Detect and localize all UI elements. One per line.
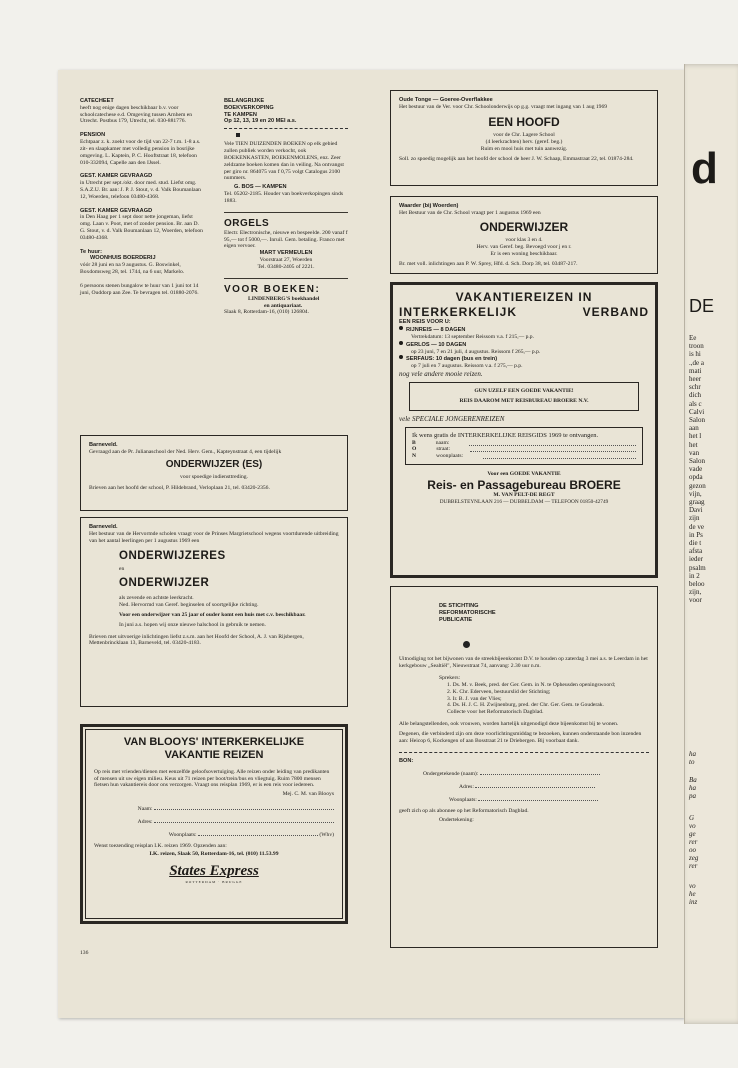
ad-body: Echtpaar z. k. zoekt voor de tijd van 22-7 t.m. 1-8 a.s. zit- en slaapkamer met volledig pension in bosrijke omgeving. L. Kaptein, P. C. Hooftstraat 18, telefoon 010-332094, Capelle aan den IJssel. (80, 139, 201, 166)
ad-boekverkoping (224, 98, 348, 205)
ad-address: Voorstraat 27, Woerden (259, 257, 313, 263)
cut-off-text-fragment: is hi (689, 350, 701, 359)
divider (224, 278, 348, 279)
ad-title: VAN BLOOYS' INTERKERKELIJKE (123, 736, 305, 748)
ad-line: Er is een woning beschikbaar. (490, 250, 558, 257)
page-number: 136 (80, 950, 89, 956)
ad-paragraph: Alle belangstellenden, ook vrouwen, worden hartelijk uitgenodigd deze bijeenkomst bij te wonen. (399, 720, 619, 727)
ad-title: TE KAMPEN (224, 111, 257, 118)
cut-off-text-fragment: DE (689, 296, 715, 316)
cut-off-text-fragment: to (689, 758, 695, 766)
form-label-straat: straat: (436, 446, 451, 453)
ad-barneveld-margrietschool (80, 517, 348, 707)
ad-invite: Uitnodiging tot het bijwonen van de streekbijeenkomst D.V. te houden op zaterdag 3 mei a.s. te Leerdam in het kerkgebouw „Sealtiël", Nieuwstraat 74, aanvang: 2.30 uur n.m. (399, 656, 648, 670)
ad-title: VAKANTIEREIZEN IN (455, 290, 593, 304)
ad-speakers-label: Sprekers: (439, 675, 461, 682)
cut-off-text-fragment: afsta (689, 547, 703, 556)
ad-subtitle: WOONHUIS BOERDERIJ (90, 255, 156, 262)
cut-off-text-fragment: ha (689, 750, 696, 758)
ad-body: in Utrecht per sept./okt. door med. stud. Liefst omg. S.A.Z.U. Br. aan: J. P. J. Stout, v. d. Valk Boumanlaan 12, Woerden, telefoon 03480-4368. (80, 180, 201, 200)
form-label-woonplaats: woonplaats: (436, 453, 464, 460)
newspaper-page (58, 70, 684, 1018)
cut-off-text-fragment: Salon (689, 457, 705, 465)
cut-off-text-fragment: he (689, 890, 696, 898)
cut-off-text-fragment: de ve (689, 522, 704, 531)
list-item: 3. Ir. B. J. van der Vlies; (447, 695, 502, 702)
ad-title: REFORMATORISCHE (439, 609, 496, 616)
form-field-woonplaats[interactable] (198, 830, 318, 836)
ad-title: VAKANTIE REIZEN (164, 749, 264, 762)
trip-item: RIJNREIS — 8 DAGEN Vertrekdatum: 13 september Reissom v.a. f 215,— p.p. (399, 326, 649, 341)
next-page-edge (684, 64, 738, 1024)
ad-tel: Tel. 03480-2405 of 2221. (257, 263, 315, 270)
cut-off-text-fragment: rer (689, 838, 698, 846)
stichting-logo-icon (463, 641, 470, 648)
ad-title: GEST. KAMER GEVRAAGD (80, 207, 153, 214)
cut-off-text-fragment: Ba (689, 776, 697, 784)
ad-head: Barneveld. (89, 442, 118, 448)
form-field-naam[interactable] (469, 440, 636, 446)
cut-off-text-fragment: pa (689, 792, 696, 800)
ad-detail: Voor een onderwijzer van 25 jaar of ouder komt een huis met c.v. beschikbaar. (119, 611, 306, 618)
ad-title: GEST. KAMER GEVRAAGD (80, 173, 153, 180)
cut-off-text-fragment: van (689, 448, 700, 457)
cut-off-text-fragment: schr (689, 383, 701, 392)
ad-line: LINDENBERG'S boekhandel (248, 295, 320, 302)
cut-off-text-fragment: .,de a (689, 358, 704, 367)
cut-off-text-fragment: beloo (689, 580, 705, 588)
cut-off-text-fragment: voor (689, 596, 702, 605)
ad-body: in Den Haag per 1 sept door nette jongeman, liefst omg. Laan v. Poot, met of zonder pension. Br. aan D. G. Stout, v. d. Valk Boumanlaan 12, Woerden, telefoon 03480-4368. (80, 214, 203, 241)
form-field-naam[interactable] (154, 804, 334, 810)
form-intro: Ik wens gratis de INTERKERKELIJKE REISGIDS 1969 te ontvangen. (412, 431, 599, 439)
ad-title: BELANGRIJKE (224, 98, 265, 104)
ad-title: Te huur: (80, 248, 102, 255)
ad-special: vele SPECIALE JONGERENREIZEN (399, 415, 505, 424)
ad-intro: Het bestuur van de Hervormde scholen vraagt voor de Prinses Margrietschool wegens voortdurende uitbreiding van het aantal leerlingen per 1 augustus 1969 een (89, 530, 339, 544)
ad-sub: EEN REIS VOOR U: (399, 319, 451, 326)
divider (224, 212, 348, 213)
ad-name: MART VERMEULEN (259, 250, 313, 257)
ad-slogan: REIS DAAROM MET REISBUREAU BROERE N.V. (459, 398, 589, 405)
ad-line: voor de Chr. Lagere School (493, 132, 555, 139)
ad-voor-boeken (224, 284, 348, 317)
cut-off-text-fragment: in Ps (689, 530, 703, 539)
form-label-adres: Adres: (137, 818, 153, 825)
ad-title: VOOR BOEKEN: (224, 283, 321, 295)
ad-en: en (119, 566, 125, 573)
ad-gun-box (409, 382, 639, 411)
cut-off-text-fragment: ieder (689, 555, 703, 564)
ad-title: BOEKVERKOPING (224, 104, 274, 111)
states-express-logo: States Express (169, 863, 259, 880)
cut-off-text-fragment: in 2 (689, 571, 700, 580)
cut-off-text-fragment: graag (689, 498, 705, 506)
cut-off-text-fragment: opda (689, 473, 703, 482)
cut-off-text-fragment: inz (689, 898, 698, 906)
ad-body: heeft nog enige dagen beschikbaar b.v. voor schoolcatechese e.d. Omgeving tussen Arnhem en Utrecht. Postbus 179, Utrecht, tel. 030-881776. (80, 104, 192, 125)
ad-foot: Soll. zo spoedig mogelijk aan het hoofd der school de heer J. W. Schaap, Emmastraat 22, tel. 01874-284. (399, 155, 634, 162)
cut-off-text-fragment: mati (689, 366, 702, 375)
ad-waarder (390, 196, 658, 274)
bullet-icon (399, 326, 403, 330)
ad-abon: geeft zich op als abonnee op het Reformatorisch Dagblad. (399, 807, 529, 814)
list-item: 1. Ds. M. v. Beek, pred. der Ger. Gem. in N. te Opheusden openingswoord; (447, 681, 616, 688)
ad-address: I.K. reizen, Slaak 50, Rotterdam-16, tel. (010) 11.53.99 (149, 851, 279, 858)
ad-detail: Ned. Hervormd van Geref. beginselen of soortgelijke richting. (119, 602, 259, 609)
list-item: Collecte voor het Reformatorisch Dagblad. (447, 709, 544, 716)
cut-off-text-fragment: vo (689, 882, 696, 890)
ad-foot: Br. met voll. inlichtingen aan P. W. Sprey, Hfd. d. Sch. Dorp 38, tel. 03487-217. (399, 260, 578, 267)
form-label-naam: Naam: (137, 806, 153, 813)
ad-title: VERBAND (582, 304, 649, 319)
ad-head: Oude Tonge — Goeree-Overflakkee (399, 97, 493, 103)
cut-off-text-fragment: die t (689, 539, 702, 547)
bon-label: BON: (399, 758, 414, 765)
ad-oude-tonge (390, 90, 658, 186)
form-field-straat[interactable] (470, 446, 636, 452)
trip-item: GERLOS — 10 DAGEN op 23 juni, 7 en 21 juli, 4 augustus. Reissom f 265,— p.p. (399, 341, 649, 356)
cut-off-text-fragment: Calvi (689, 407, 705, 416)
cut-off-text-fragment: Davi (689, 506, 703, 515)
form-letter: N (412, 453, 417, 460)
form-label-naam: naam: (435, 439, 450, 446)
ad-head: Barneveld. (89, 524, 118, 530)
form-whv: (Whv) (319, 831, 334, 838)
form-label-woonplaats: Woonplaats: (168, 831, 197, 838)
ad-head: Waarder (bij Woerden) (399, 203, 459, 209)
list-item: 2. K. Chr. Ederveen, bestuurslid der Stichting; (447, 688, 551, 695)
column-mid (224, 98, 348, 323)
cut-off-text-fragment: het (689, 440, 698, 449)
form-label-adres: Adres: (459, 784, 474, 790)
ad-big-title: ONDERWIJZER (119, 577, 210, 590)
cut-off-text-fragment: gezon (689, 481, 706, 490)
ad-title: DE STICHTING (439, 603, 479, 609)
ad-body: Vele TIEN DUIZENDEN BOEKEN op elk gebied zullen publiek worden verkocht, ook BOEKENKASTEN, BOEKENMOLENS, enz. Zeer zeldzame boeken komen dan in veiling. Na ontvangst per giro nr. 864075 van f 0,75 volgt Catalogus 2100 nummers. (224, 141, 344, 182)
cut-off-text-fragment: Salon (689, 416, 705, 424)
ad-van-blooys (80, 724, 348, 924)
cut-off-text-fragment: zeg (689, 854, 699, 862)
bullet-icon (399, 355, 403, 359)
ad-barneveld-onderwijzer-es (80, 435, 348, 511)
bullet-icon (399, 341, 403, 345)
ad-title: INTERKERKELIJK (399, 304, 518, 319)
ad-gest-kamer-utrecht (80, 173, 204, 200)
form-label-woonplaats: Woonplaats: (449, 796, 477, 803)
form-label-naam: Ondergetekende (naam): (423, 771, 479, 778)
ad-detail: In juni a.s. hopen wij onze nieuwe halschool in gebruik te nemen. (119, 621, 266, 628)
ad-line: Herv. van Geref. beg. Bevoegd voor j en r. (476, 244, 572, 251)
ad-pension (80, 132, 204, 166)
ad-body: Electr. Electronische, nieuwe en bespeelde. 200 vanaf f 95,— tot f 5000,—. Inruil. Gem. betaling. Franco met eigen vervoer. (224, 229, 348, 250)
form-field-adres[interactable] (475, 782, 595, 788)
cut-off-text-fragment: ge (689, 830, 696, 838)
form-letter: B (412, 439, 416, 446)
ad-intro: Het Bestuur van de Chr. School vraagt per 1 augustus 1969 een (399, 209, 541, 216)
form-field-naam[interactable] (480, 769, 600, 775)
ad-line: (4 leerkrachten) herv. (geref. beg.) (485, 139, 563, 146)
ad-bungalow (80, 283, 204, 297)
cut-off-text-fragment: aan (689, 424, 699, 433)
ad-intro: Gevraagd aan de Pr. Julianaschool der Ned. Herv. Gem., Kapteynstraat 4, een tijdelijk (89, 448, 282, 455)
cut-off-text-fragment: d (691, 144, 718, 193)
square-ornament-icon (236, 133, 240, 137)
ad-title: PUBLICATIE (439, 616, 473, 623)
ad-sub: voor spoedige indiensttreding. (180, 473, 248, 480)
form-field-adres[interactable] (154, 817, 334, 823)
form-label-ondertekening: Ondertekening: (439, 817, 474, 824)
ad-line: Ruim en mooi huis met tuin aanwezig. (480, 145, 568, 152)
ad-title: ORGELS (224, 217, 270, 229)
ad-intro: Het bestuur van de Ver. voor Chr. Schoolonderwijs op g.g. vraagt met ingang van 1 aug 1969 (399, 103, 608, 110)
cut-off-text-fragment: rer (689, 862, 698, 870)
cut-off-text-fragment: ha (689, 784, 696, 792)
form-field-woonplaats[interactable] (483, 453, 636, 459)
ad-title: CATECHEET (80, 98, 114, 104)
ad-orgels (224, 218, 348, 271)
ad-line: voor klas 3 en 4. (505, 237, 543, 244)
ad-tel: Tel. 05202-2185. Houder van boekverkopingen sinds 1883. (224, 190, 344, 204)
ad-big-title: ONDERWIJZER (ES) (165, 458, 263, 470)
ad-andere: nog vele andere mooie reizen. (399, 369, 483, 378)
ad-big-title: ONDERWIJZER (479, 219, 569, 234)
column-left (80, 98, 204, 304)
list-item: 4. Ds. H. J. C. H. Zwijnenburg, pred. der Chr. Ger. Gem. te Gouderak. (447, 702, 604, 709)
cut-off-text-fragment: Ee (689, 334, 697, 342)
ad-te-huur (80, 249, 204, 276)
cut-off-text-fragment: vijn, (689, 489, 702, 498)
ad-line: en antiquariaat. (264, 302, 303, 309)
ad-dates: Op 12, 13, 19 en 20 MEI a.s. (224, 118, 297, 125)
logo-sub: ROTTERDAM · BRUGGE (185, 880, 243, 885)
ad-firm: G. BOS — KAMPEN (234, 184, 287, 191)
ad-foot: Brieven met uitvoerige inlichtingen liefst z.s.m. aan het Hoofd der School, A. J. van Rijsbergen, Mettenbrincklaan 13, Barneveld, tel. 03420-4183. (89, 633, 304, 647)
ad-stichting (390, 586, 658, 948)
cut-off-text-fragment: dich (689, 391, 702, 400)
cut-off-text-fragment: G (689, 814, 695, 822)
ad-body: Op reis met vrienden/dienen met eenzelfde geloofsovertuiging. Alle reizen onder leiding van predikanten of mensen uit uw eigen milieu. Keus uit 71 reizen per boot/trein/bus en vliegtuig. Ruim 7800 mensen fietsen hun vakantiereis door ons verzorgen. Vraagt ons reisplan 1969, er is een reis voor iedereen. (94, 768, 330, 789)
ad-gest-kamer-den-haag (80, 208, 204, 242)
ad-slogan: GUN UZELF EEN GOEDE VAKANTIE! (474, 388, 574, 395)
form-field-woonplaats[interactable] (478, 795, 598, 801)
ad-sign: Mej. C. M. van Blooys (282, 791, 334, 798)
cut-off-text-fragment: vade (689, 465, 703, 474)
ad-body: 6 persoons stenen bungalow te huur van 1 juni tot 14 juni, Ouddorp aan Zee. Te bevragen tel. 01880-2076. (80, 282, 199, 296)
order-form (405, 427, 643, 465)
ad-voor: Voor een GOEDE VAKANTIE (487, 470, 561, 477)
speaker-list (399, 682, 649, 716)
trip-item: SERFAUS: 10 dagen (bus en trein) op 7 juli en 7 augustus. Reissom v.a. f 275,— p.p. (399, 355, 649, 370)
trip-list (399, 326, 649, 370)
ad-title: PENSION (80, 132, 106, 139)
ad-address: Slaak 8, Rotterdam-16, (010) 126804. (224, 309, 309, 316)
ad-address: DUBBELSTEYNLAAN 216 — DUBBELDAM — TELEFOON 01850-42749 (439, 499, 609, 506)
ad-body: vóór 28 juni en na 9 augustus. G. Boswinkel, Boxdomsweg 28, tel. 1744, na 6 uur, Markelo. (80, 262, 185, 276)
cut-off-text-fragment: heer (689, 375, 702, 383)
ad-catecheet (80, 98, 204, 125)
cut-off-text-fragment: troon (689, 342, 704, 351)
ad-detail: als zevende en achtste leerkracht. (119, 595, 194, 602)
ad-paragraph: Degenen, die verbinderd zijn om deze voorlichtingsmiddag te bezoeken, kunnen onderstaande bon inzenden aan: Heicop 6, Kockengen of aan Bosstraat 21 te Driebergen. Bij voorbaat dank. (399, 730, 642, 744)
cut-off-text-fragment: het l (689, 432, 702, 441)
ad-foot: Brieven aan het hoofd der school, P. Hildebrand, Verloplaan 21, tel. 03420-2356. (89, 484, 270, 491)
cut-off-text-fragment: oo (689, 846, 696, 854)
ad-send: Wenst toezending reisplan I.K. reizen 1969. Opzenden aan: (94, 842, 227, 849)
form-letter: O (412, 446, 417, 453)
ad-firm: Reis- en Passagebureau BROERE (427, 477, 621, 492)
cut-off-text-fragment: psalm (689, 563, 706, 572)
cut-off-text-fragment: zijn, (689, 588, 702, 597)
cut-off-text-fragment: als c (689, 399, 702, 408)
ad-person: M. VAN PELT-DE REGT (493, 492, 555, 499)
cut-off-text-fragment: zijn (689, 514, 700, 523)
ad-big-title: EEN HOOFD (488, 114, 560, 129)
ad-big-title: ONDERWIJZERES (119, 550, 226, 563)
ad-vakantiereizen (390, 282, 658, 578)
cut-off-text-fragment: vo (689, 822, 696, 830)
